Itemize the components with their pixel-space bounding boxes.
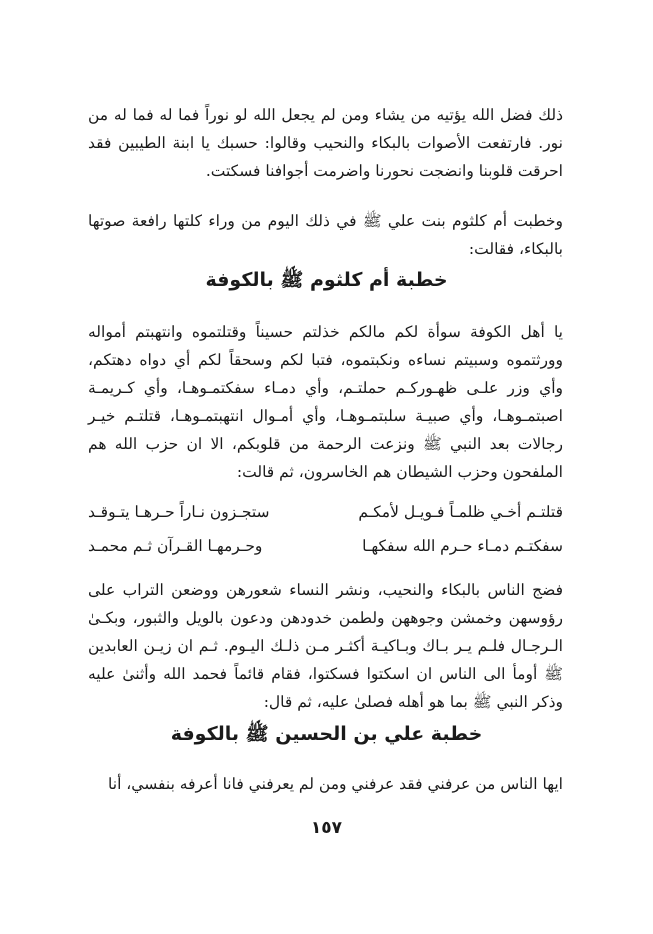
paragraph-ali-sermon-start: ايها الناس من عرفني فقد عرفني ومن لم يعرفني فانا أعرفه بنفسي، أنا — [108, 775, 563, 793]
poem-verse-2-first: سفكتـم دمـاء حـرم الله سفكهـا — [362, 537, 563, 555]
paragraph-intro-umm-kulthum: وخطبت أم كلثوم بنت علي ﷺ في ذلك اليوم من وراء كلتها رافعة صوتها بالبكاء، فقالت: — [88, 212, 563, 258]
paragraph-umm-kulthum-sermon: يا أهل الكوفة سوأة لكم مالكم خذلتم حسيناً وقتلتموه وانتهبتم أمواله وورثتموه وسبيتم نساءه ونكبتموه، فتبا لكم وسحقاً لكم أي دواه دهتكم، وأي وزر علـى ظهـوركـم حملتـم، وأي دمـاء سفكتمـوهـا، وأي كـريمـة اصبتمـوهـا، وأي صبيـة سلبتمـوهـا، وأي أمـوال انتهبتمـوهـا، قتلتـم خيـر رجالات بعد النبي ﷺ ونزعت الرحمة من قلوبكم، الا ان حزب الله هم الملفحون وحزب الشيطان هم الخاسرون، ثم قالت: — [88, 323, 563, 481]
paragraph-opening: ذلك فضل الله يؤتيه من يشاء ومن لم يجعل الله لو نوراً فما له فما له من نور. فارتفعت الأصوات بالبكاء والنحيب وقالوا: حسبك يا ابنة الطيبين فقد احرقت قلوبنا وانضجت نحورنا واضرمت أجوافنا فسكتت. — [88, 106, 563, 180]
paragraph-people-weeping: فضج الناس بالبكاء والنحيب، ونشر النساء شعورهن ووضعن التراب على رؤوسهن وخمشن وجوههن ولطمن خدودهن ودعون بالويل والثبور، وبكـىٰ الـرجـال فلـم يـر بـاك وبـاكيـة أكثـر مـن ذلـك اليـوم. ثـم ان زيـن العابدين ﷺ أومأ الى الناس ان اسكتوا فسكتوا، فقام قائماً فحمد الله وأثنىٰ عليه وذكر النبي ﷺ بما هو أهله فصلىٰ عليه، ثم قال: — [88, 581, 563, 711]
section-heading-ali-ibn-husayn: خطبة علي بن الحسين ﷺ بالكوفة — [170, 723, 483, 745]
poem-verse-1 — [88, 498, 563, 526]
poem-verse-2-second: وحـرمهـا القـرآن ثـم محمـد — [88, 537, 263, 555]
poem-verse-2 — [88, 532, 563, 560]
section-heading-umm-kulthum: خطبة أم كلثوم ﷺ بالكوفة — [205, 269, 448, 291]
poem-verse-1-second: ستجـزون نـاراً حـرهـا يتـوقـد — [88, 503, 270, 521]
page-number: ١٥٧ — [310, 818, 343, 838]
poem-verse-1-first: قتلتـم أخـي ظلمـاً فـويـل لأمكـم — [358, 503, 563, 521]
